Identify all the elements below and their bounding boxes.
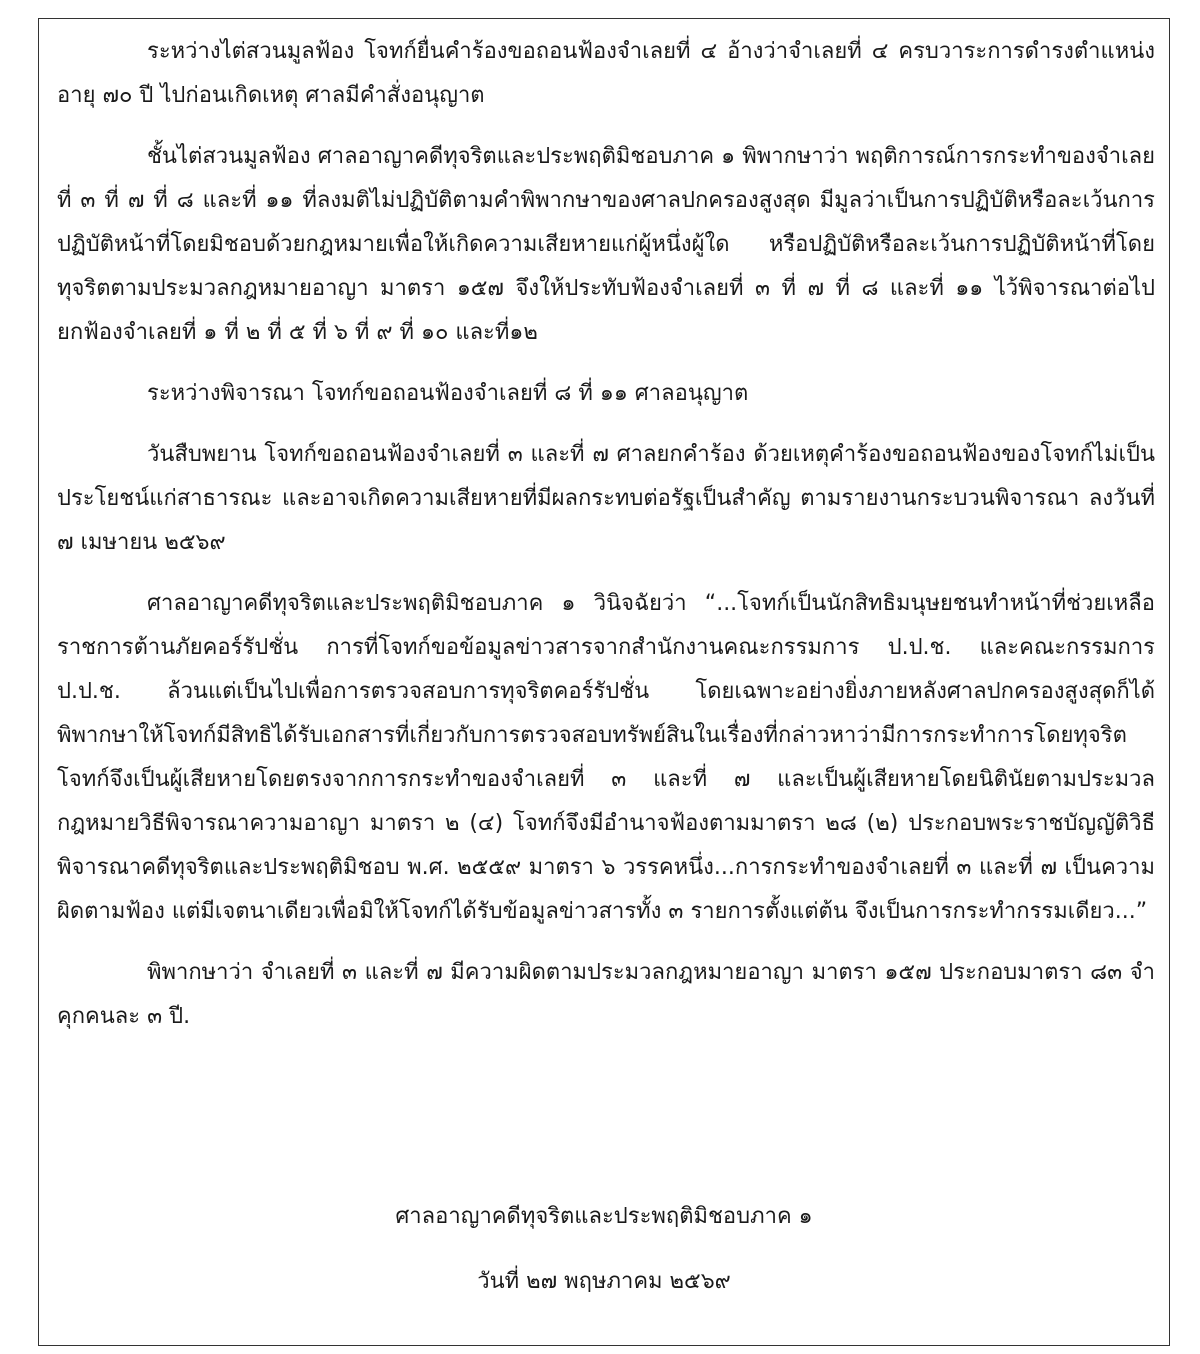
signature-court: ศาลอาญาคดีทุจริตและประพฤติมิชอบภาค ๑ <box>395 1204 813 1229</box>
paragraph-court-ruling: ศาลอาญาคดีทุจริตและประพฤติมิชอบภาค ๑ วินิจฉัยว่า “...โจทก์เป็นนักสิทธิมนุษยชนทำหน้าที่ช่วยเหลือราชการต้านภัยคอร์รัปชั่น การที่โจทก์ขอข้อมูลข่าวสารจากสำนักงานคณะกรรมการ ป.ป.ช. และคณะกรรมการ ป.ป.ช. ล้วนแต่เป็นไปเพื่อการตรวจสอบการทุจริตคอร์รัปชั่น โดยเฉพาะอย่างยิ่งภายหลังศาลปกครองสูงสุดก็ได้พิพากษาให้โจทก์มีสิทธิได้รับเอกสารที่เกี่ยวกับการตรวจสอบทรัพย์สินในเรื่องที่กล่าวหาว่ามีการกระทำการโดยทุจริต โจทก์จึงเป็นผู้เสียหายโดยตรงจากการกระทำของจำเลยที่ ๓ และที่ ๗ และเป็นผู้เสียหายโดยนิตินัยตามประมวลกฎหมายวิธีพิจารณาความอาญา มาตรา ๒ (๔) โจทก์จึงมีอำนาจฟ้องตามมาตรา ๒๘ (๒) ประกอบพระราชบัญญัติวิธีพิจารณาคดีทุจริตและประพฤติมิชอบ พ.ศ. ๒๕๕๙ มาตรา ๖ วรรคหนึ่ง...การกระทำของจำเลยที่ ๓ และที่ ๗ เป็นความผิดตามฟ้อง แต่มีเจตนาเดียวเพื่อมิให้โจทก์ได้รับข้อมูลข่าวสารทั้ง ๓ รายการตั้งแต่ต้น จึงเป็นการกระทำกรรมเดียว...” <box>57 591 1155 924</box>
paragraph-verdict: พิพากษาว่า จำเลยที่ ๓ และที่ ๗ มีความผิดตามประมวลกฎหมายอาญา มาตรา ๑๕๗ ประกอบมาตรา ๘๓ จำคุกคนละ ๓ ปี. <box>57 960 1155 1029</box>
paragraph-withdrawal-defendant-4: ระหว่างไต่สวนมูลฟ้อง โจทก์ยื่นคำร้องขอถอนฟ้องจำเลยที่ ๔ อ้างว่าจำเลยที่ ๔ ครบวาระการดำรงตำแหน่งอายุ ๗๐ ปี ไปก่อนเกิดเหตุ ศาลมีคำสั่งอนุญาต <box>57 39 1155 108</box>
paragraph-witness-day: วันสืบพยาน โจทก์ขอถอนฟ้องจำเลยที่ ๓ และที่ ๗ ศาลยกคำร้อง ด้วยเหตุคำร้องขอถอนฟ้องของโจทก์ไม่เป็นประโยชน์แก่สาธารณะ และอาจเกิดความเสียหายที่มีผลกระทบต่อรัฐเป็นสำคัญ ตามรายงานกระบวนพิจารณา ลงวันที่ ๗ เมษายน ๒๕๖๙ <box>57 442 1155 555</box>
paragraph-preliminary-hearing: ชั้นไต่สวนมูลฟ้อง ศาลอาญาคดีทุจริตและประพฤติมิชอบภาค ๑ พิพากษาว่า พฤติการณ์การกระทำของจำเลยที่ ๓ ที่ ๗ ที่ ๘ และที่ ๑๑ ที่ลงมติไม่ปฏิบัติตามคำพิพากษาของศาลปกครองสูงสุด มีมูลว่าเป็นการปฏิบัติหรือละเว้นการปฏิบัติหน้าที่โดยมิชอบด้วยกฎหมายเพื่อให้เกิดความเสียหายแก่ผู้หนึ่งผู้ใด หรือปฏิบัติหรือละเว้นการปฏิบัติหน้าที่โดยทุจริตตามประมวลกฎหมายอาญา มาตรา ๑๕๗ จึงให้ประทับฟ้องจำเลยที่ ๓ ที่ ๗ ที่ ๘ และที่ ๑๑ ไว้พิจารณาต่อไป ยกฟ้องจำเลยที่ ๑ ที่ ๒ ที่ ๕ ที่ ๖ ที่ ๙ ที่ ๑๐ และที่๑๒ <box>57 144 1155 345</box>
signature-date: วันที่ ๒๗ พฤษภาคม ๒๕๖๙ <box>477 1269 731 1294</box>
paragraph-during-trial: ระหว่างพิจารณา โจทก์ขอถอนฟ้องจำเลยที่ ๘ ที่ ๑๑ ศาลอนุญาต <box>147 381 749 406</box>
document-body <box>57 30 1155 1056</box>
